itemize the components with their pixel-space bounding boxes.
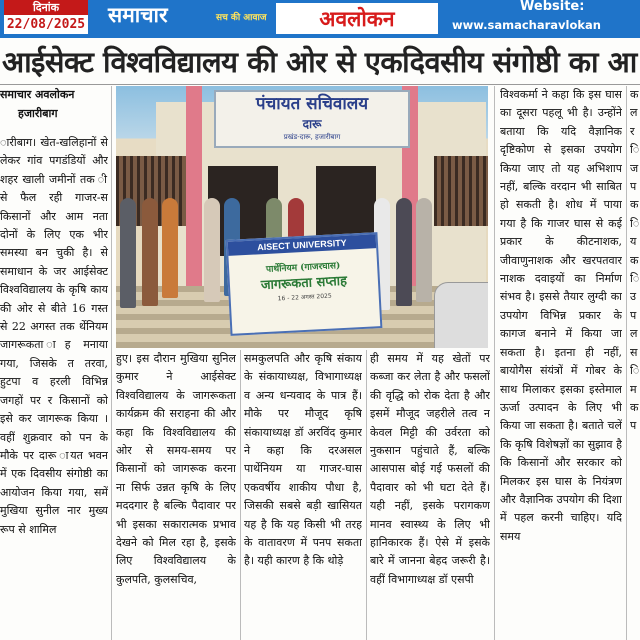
article-column-2 (116, 350, 236, 640)
column-4-text: ही समय में यह खेतों पर कब्जा कर लेता है और फसलों की वृद्धि को रोक देता है और इसमें मौजूद जहरीले तत्व न केवल मिट्टी की उर्वरता को नुकसान पहुंचाते हैं, बल्कि आसपास बोई गई फसलों की पैदावार को भी घटा देते हैं। यही नहीं, इसके परागकण मानव स्वास्थ्य के लिए भी हानिकारक हैं। ऐसे में इसके बारे में जानना बेहद जरूरी है। वहीं विभागाध्यक्ष डॉ एसपी (370, 352, 490, 586)
masthead (0, 0, 640, 38)
article-column-1 (0, 134, 108, 640)
masthead-slogan: सच की आवाज (216, 13, 267, 23)
article-column-6 (630, 86, 640, 640)
column-2-text: हुए। इस दौरान मुखिया सुनिल कुमार ने आईसेक्ट विश्वविद्यालय के जागरूकता कार्यक्रम की सराहना की और कहा कि विश्वविद्यालय की ओर से समय-समय पर किसानों को जागरूक करना ना सिर्फ उन्नत कृषि के लिए मददगार है बल्कि पैदावार पर भी इसका सकारात्मक प्रभाव देखने को मिल रहा है, इसके लिए विश्वविद्यालय के कुलपति, कुलसचिव, (116, 352, 236, 586)
banner-line-2: जागरूकता सप्ताह (260, 273, 348, 294)
sign-address: प्रखंड-दारू, हजारीबाग (283, 133, 341, 141)
news-photo (116, 86, 488, 348)
masthead-title-avalokan: अवलोकन (276, 3, 438, 34)
window-grille (434, 156, 488, 226)
person (162, 198, 178, 298)
article-column-5 (500, 86, 622, 640)
column-6-text: क ल र ि ज प क ि य क ि उ प ल स ि म क प (630, 88, 640, 433)
person (204, 198, 220, 302)
column-rule (366, 350, 367, 640)
event-banner (226, 232, 383, 336)
person (416, 198, 432, 302)
banner-line-1: पार्थेनियम (गाजरघास) (265, 261, 341, 275)
sign-subtitle: दारू (302, 117, 322, 131)
panchayat-sign (214, 90, 410, 148)
byline (0, 85, 108, 123)
byline-source: समाचार अवलोकन (0, 88, 75, 101)
date-label: दिनांक (4, 0, 88, 15)
column-rule (494, 86, 495, 640)
banner-org: AISECT UNIVERSITY (228, 234, 377, 256)
article-column-3 (244, 350, 362, 640)
column-3-text: समकुलपति और कृषि संकाय के संकायाध्यक्ष, विभागाध्यक्ष व अन्य धन्यवाद के पात्र हैं। मौके पर मौजूद कृषि संकायाध्यक्ष डॉ अरविंद कुमार ने कहा कि दरअसल पार्थेनियम या गाजर-घास एकवर्षीय शाकीय पौधा है, जिसकी सबसे बड़ी खासियत यह है कि यह किसी भी तरह के वातावरण में पनप सकता है। यही कारण है कि थोड़े (244, 352, 362, 568)
website-label: Website: (520, 0, 585, 14)
person (396, 198, 412, 306)
column-rule (240, 350, 241, 640)
sign-title: पंचायत सचिवालय (255, 94, 369, 114)
article-column-4 (370, 350, 490, 640)
headline-text: आईसेक्ट विश्वविद्यालय की ओर से एकदिवसीय संगोष्ठी का आ (2, 45, 637, 79)
masthead-title-samachar: समाचार (108, 2, 168, 27)
column-5-text: विश्वकर्मा ने कहा कि इस घास का दूसरा पहलू भी है। उन्होंने बताया कि यदि वैज्ञानिक दृष्टिकोण से इसका उपयोग किया जाए तो यह अभिशाप नहीं, बल्कि वरदान भी साबित हो सकती है। शोध में पाया गया है कि गाजर घास से कई प्रकार के कीटनाशक, जीवाणुनाशक और खरपतवार नाशक दवाइयों का निर्माण संभव है। इससे तैयार लुग्दी का उपयोग विभिन्न प्रकार के कागज बनाने में किया जा सकता है। इतना ही नहीं, बायोगैस संयंत्रों में गोबर के साथ मिलाकर इसका इस्तेमाल ऊर्जा उत्पादन के लिए भी किया जा सकता है। बताते चलें कि कृषि विशेषज्ञों का सुझाव है कि किसानों और सरकार को मिलकर इस घास के नियंत्रण और वैज्ञानिक उपयोग की दिशा में पहल करनी चाहिए। यदि समय (500, 88, 622, 543)
person (120, 198, 136, 308)
column-rule (111, 86, 112, 640)
column-1-text: ारीबाग। खेत-खलिहानों से लेकर गांव पगडंडियों और शहर खाली जमीनों तक ी से फैल रही गाजर-स किसानों और आम नता दोनों के लिए एक भीर समस्या बन चुकी है। से समाधान के जर आईसेक्ट विश्वविद्यालय के कृषि काय की ओर से बीते 16 गस्त से 22 अगस्त तक र्थेनियम जागरूकता ाह मनाया गया, जिसके त तरवा, हुटपा व हरली विभिन्न जगहों पर र किसानों को इसे कर जागरूक किया । वहीं शुक्रवार को पन के मौके पर दारू ायत भवन में एक दिवसीय संगोष्ठी का आयोजन किया गया, समें मुखिया सुनील नार मुख्य रूप से शामिल (0, 136, 108, 536)
banner-dates: 16 - 22 अगस्त 2025 (277, 292, 332, 303)
website-url[interactable]: www.samacharavlokan (452, 18, 601, 32)
person (142, 198, 158, 306)
byline-place: हजारीबाग (18, 107, 58, 120)
column-rule (626, 86, 627, 640)
edition-date: 22/08/2025 (4, 15, 88, 34)
parked-car (434, 282, 488, 348)
headline (0, 40, 640, 84)
